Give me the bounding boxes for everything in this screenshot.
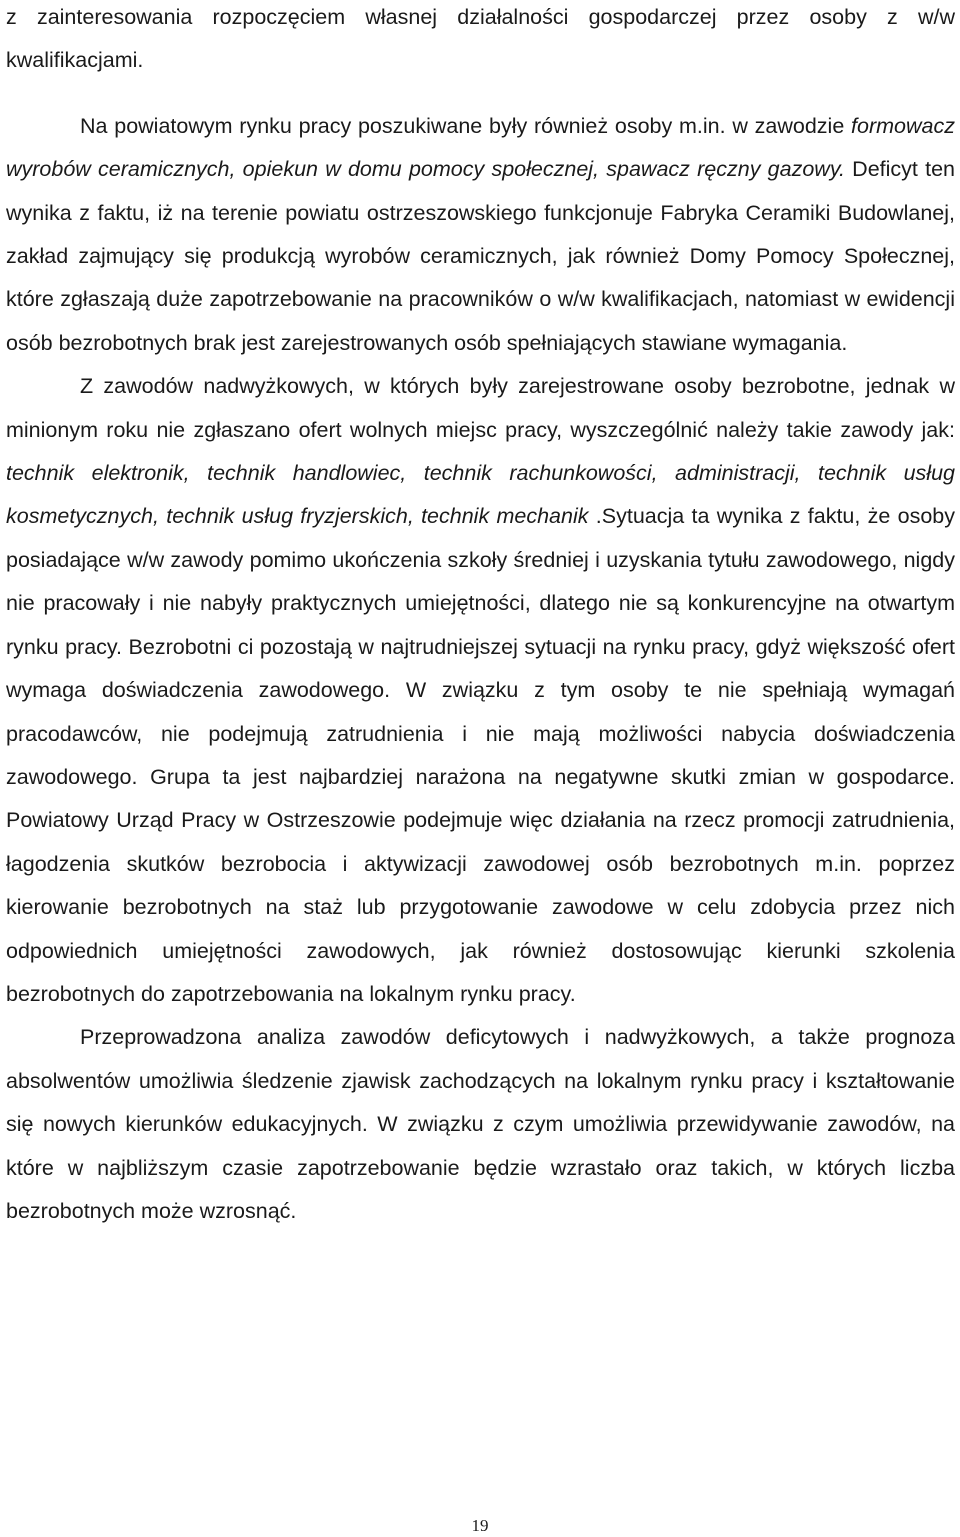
paragraph-2-text-continued: Deficyt ten wynika z faktu, iż na terenie powiatu ostrzeszowskiego funkcjonuje Fabryka Ceramiki Budowlanej, zakład zajmujący się produkcją wyrobów ceramicznych, jak również Domy Pomocy Społecznej, które zgłaszają duże zapotrzebowanie na pracowników o w/w kwalifikacjach, natomiast w ewidencji osób bezrobotnych brak jest zarejestrowanych osób spełniających stawiane wymagania. bbox=[6, 157, 955, 355]
paragraph-3-text-continued: .Sytuacja ta wynika z faktu, że osoby posiadające w/w zawody pomimo ukończenia szkoły średniej i uzyskania tytułu zawodowego, nigdy nie pracowały i nie nabyły praktycznych umiejętności, dlatego nie są konkurencyjne na otwartym rynku pracy. Bezrobotni ci pozostają w najtrudniejszej sytuacji na rynku pracy, gdyż większość ofert wymaga doświadczenia zawodowego. W związku z tym osoby te nie spełniają wymagań pracodawców, nie podejmują zatrudnienia i nie mają możliwości nabycia doświadczenia zawodowego. Grupa ta jest najbardziej narażona na negatywne skutki zmian w gospodarce. Powiatowy Urząd Pracy w Ostrzeszowie podejmuje więc działania na rzecz promocji zatrudnienia, łagodzenia skutków bezrobocia i aktywizacji zawodowej osób bezrobotnych m.in. poprzez kierowanie bezrobotnych na staż lub przygotowanie zawodowe w celu zdobycia przez nich odpowiednich umiejętności zawodowych, jak również dostosowując kierunki szkolenia bezrobotnych do zapotrzebowania na lokalnym rynku pracy. bbox=[6, 504, 955, 1006]
paragraph-2-text: Na powiatowym rynku pracy poszukiwane były również osoby m.in. w zawodzie bbox=[80, 113, 852, 138]
document-body bbox=[6, 0, 955, 1233]
page-number: 19 bbox=[471, 1516, 489, 1535]
paragraph-2 bbox=[6, 105, 955, 365]
paragraph-2-italic-occupations: formowacz wyrobów ceramicznych, opiekun w domu pomocy społecznej, spawacz ręczny gazowy. bbox=[6, 113, 955, 182]
paragraph-1 bbox=[6, 0, 955, 83]
paragraph-4-text: Przeprowadzona analiza zawodów deficytowych i nadwyżkowych, a także prognoza absolwentów umożliwia śledzenie zjawisk zachodzących na lokalnym rynku pracy i kształtowanie się nowych kierunków edukacyjnych. W związku z czym umożliwia przewidywanie zawodów, na które w najbliższym czasie zapotrzebowanie będzie wzrastało oraz takich, w których liczba bezrobotnych może wzrosnąć. bbox=[6, 1025, 955, 1223]
paragraph-3-text: Z zawodów nadwyżkowych, w których były zarejestrowane osoby bezrobotne, jednak w minionym roku nie zgłaszano ofert wolnych miejsc pracy, wyszczególnić należy takie zawody jak: bbox=[6, 374, 955, 442]
paragraph-3-italic-occupations: technik elektronik, technik handlowiec, technik rachunkowości, administracji, technik usług kosmetycznych, technik usług fryzjerskich, technik mechanik bbox=[6, 461, 955, 529]
paragraph-4 bbox=[6, 1016, 955, 1233]
paragraph-1-text: z zainteresowania rozpoczęciem własnej działalności gospodarczej przez osoby z w/w kwalifikacjami. bbox=[6, 5, 955, 73]
paragraph-3 bbox=[6, 365, 955, 1016]
